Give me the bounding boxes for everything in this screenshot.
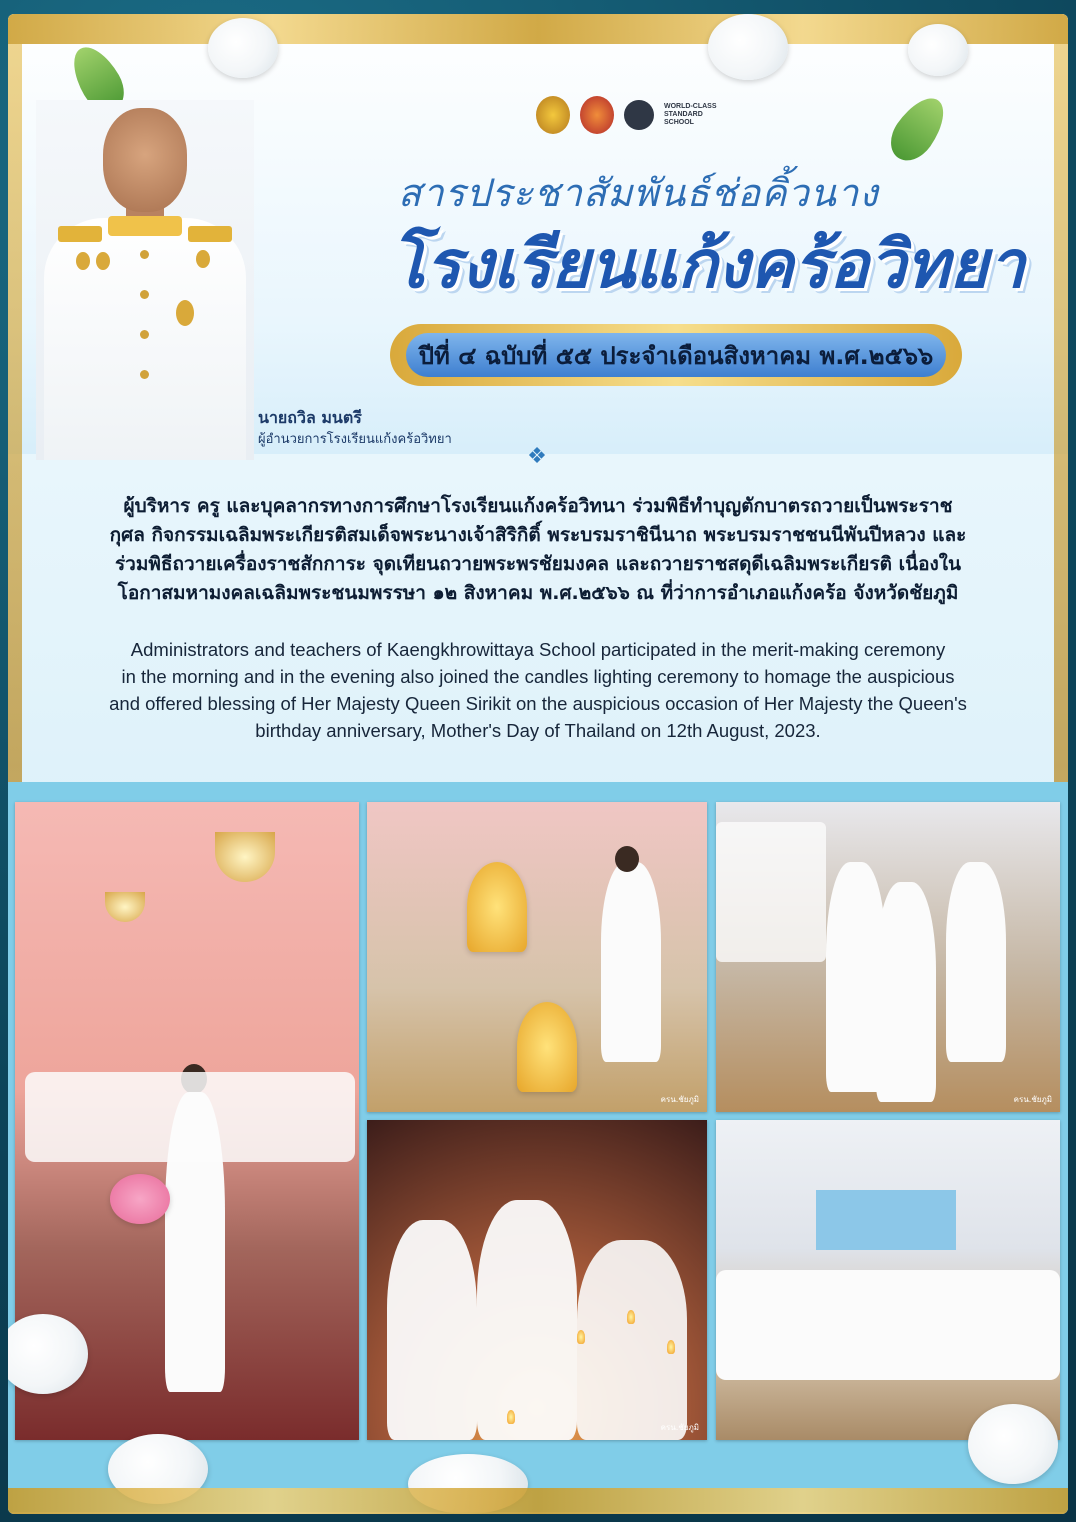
director-role: ผู้อำนวยการโรงเรียนแก้งคร้อวิทยา: [258, 432, 452, 447]
school-emblem-icon: [536, 96, 570, 134]
logo-text: WORLD-CLASS STANDARD SCHOOL: [664, 103, 717, 126]
candle-icon: [507, 1410, 515, 1424]
epaulette: [188, 226, 232, 242]
english-line: and offered blessing of Her Majesty Queen Sirikit on the auspicious occasion of Her Majesty the Queen's: [109, 693, 967, 714]
newsletter-subtitle: สารประชาสัมพันธ์ช่อคิ้วนาง: [398, 171, 879, 215]
english-line: Administrators and teachers of Kaengkhrowittaya School participated in the merit-making ceremony: [130, 639, 946, 660]
thai-line: ร่วมพิธีถวายเครื่องราชสักการะ จุดเทียนถวายพระพรชัยมงคล และถวายราชสดุดีเฉลิมพระเกียรติ เนื่องใน: [114, 553, 962, 575]
english-line: birthday anniversary, Mother's Day of Thailand on 12th August, 2023.: [255, 720, 821, 741]
medal-icon: [196, 250, 210, 268]
thai-line: กุศล กิจกรรมเฉลิมพระเกียรติสมเด็จพระนางเจ้าสิริกิติ์ พระบรมราชินีนาถ พระบรมราชชนนีพันปีหลวง และ: [109, 524, 967, 546]
medal-icon: [176, 300, 194, 326]
uniform-button: [140, 250, 149, 259]
world-class-standard-school-icon: [624, 100, 654, 130]
audience: [716, 822, 826, 962]
director-name: นายถวิล มนตรี: [258, 408, 362, 427]
photo-caption: ครน.ชัยภูมิ: [660, 1423, 699, 1432]
english-line: in the morning and in the evening also joined the candles lighting ceremony to homage the auspicious: [121, 666, 955, 687]
stage-backdrop: [816, 1190, 956, 1250]
photo-candles: [367, 1120, 707, 1440]
audience: [25, 1072, 355, 1162]
chandelier-icon: [105, 892, 145, 922]
procession-figure: [876, 882, 936, 1102]
jasmine-flower-icon: [908, 24, 968, 76]
gold-top-border: [8, 14, 1068, 44]
gold-collar: [108, 216, 182, 236]
flower-bouquet-icon: [110, 1174, 170, 1224]
person-head: [615, 846, 639, 872]
english-description: [28, 636, 1048, 744]
photo-group: [716, 1120, 1060, 1440]
ornament-icon: ❖: [527, 444, 547, 469]
poster-panel: [8, 14, 1068, 1514]
medal-icon: [96, 252, 110, 270]
candle-icon: [577, 1330, 585, 1344]
logo-row: [536, 96, 734, 134]
gold-bottom-border: [8, 1488, 1068, 1514]
candle-icon: [667, 1340, 675, 1354]
medal-icon: [76, 252, 90, 270]
procession-figure: [946, 862, 1006, 1062]
obec-emblem-icon: [580, 96, 614, 134]
thai-line: โอกาสมหามงคลเฉลิมพระชนมพรรษา ๑๒ สิงหาคม พ.ศ.๒๕๖๖ ณ ที่ว่าการอำเภอแก้งคร้อ จังหวัดชัยภูมิ: [117, 582, 959, 604]
photo-offering: [367, 802, 707, 1112]
candle-holder-figure: [477, 1200, 577, 1440]
uniform-button: [140, 290, 149, 299]
candle-icon: [627, 1310, 635, 1324]
thai-line: ผู้บริหาร ครู และบุคลากรทางการศึกษาโรงเรียนแก้งคร้อวิทนา ร่วมพิธีทำบุญตักบาตรถวายเป็นพระราช: [123, 495, 953, 517]
jasmine-flower-icon: [968, 1404, 1058, 1484]
photo-collage: [8, 782, 1068, 1512]
uniform-button: [140, 330, 149, 339]
portrait-head: [103, 108, 187, 212]
director-portrait: [36, 100, 254, 460]
jasmine-flower-icon: [708, 14, 788, 80]
epaulette: [58, 226, 102, 242]
school-title: โรงเรียนแก้งคร้อวิทยา: [390, 226, 1026, 303]
issue-banner: [390, 324, 962, 386]
jasmine-flower-icon: [208, 18, 278, 78]
thai-description: [28, 492, 1048, 608]
golden-offering-icon: [467, 862, 527, 952]
group-row: [716, 1270, 1060, 1380]
uniform-button: [140, 370, 149, 379]
issue-text: ปีที่ ๔ ฉบับที่ ๕๕ ประจำเดือนสิงหาคม พ.ศ.๒๕๖๖: [406, 333, 946, 377]
candle-holder-figure: [387, 1220, 477, 1440]
officer-figure: [601, 862, 661, 1062]
golden-offering-icon: [517, 1002, 577, 1092]
photo-procession: [716, 802, 1060, 1112]
chandelier-icon: [215, 832, 275, 882]
photo-caption: ครน.ชัยภูมิ: [660, 1095, 699, 1104]
photo-caption: ครน.ชัยภูมิ: [1013, 1095, 1052, 1104]
